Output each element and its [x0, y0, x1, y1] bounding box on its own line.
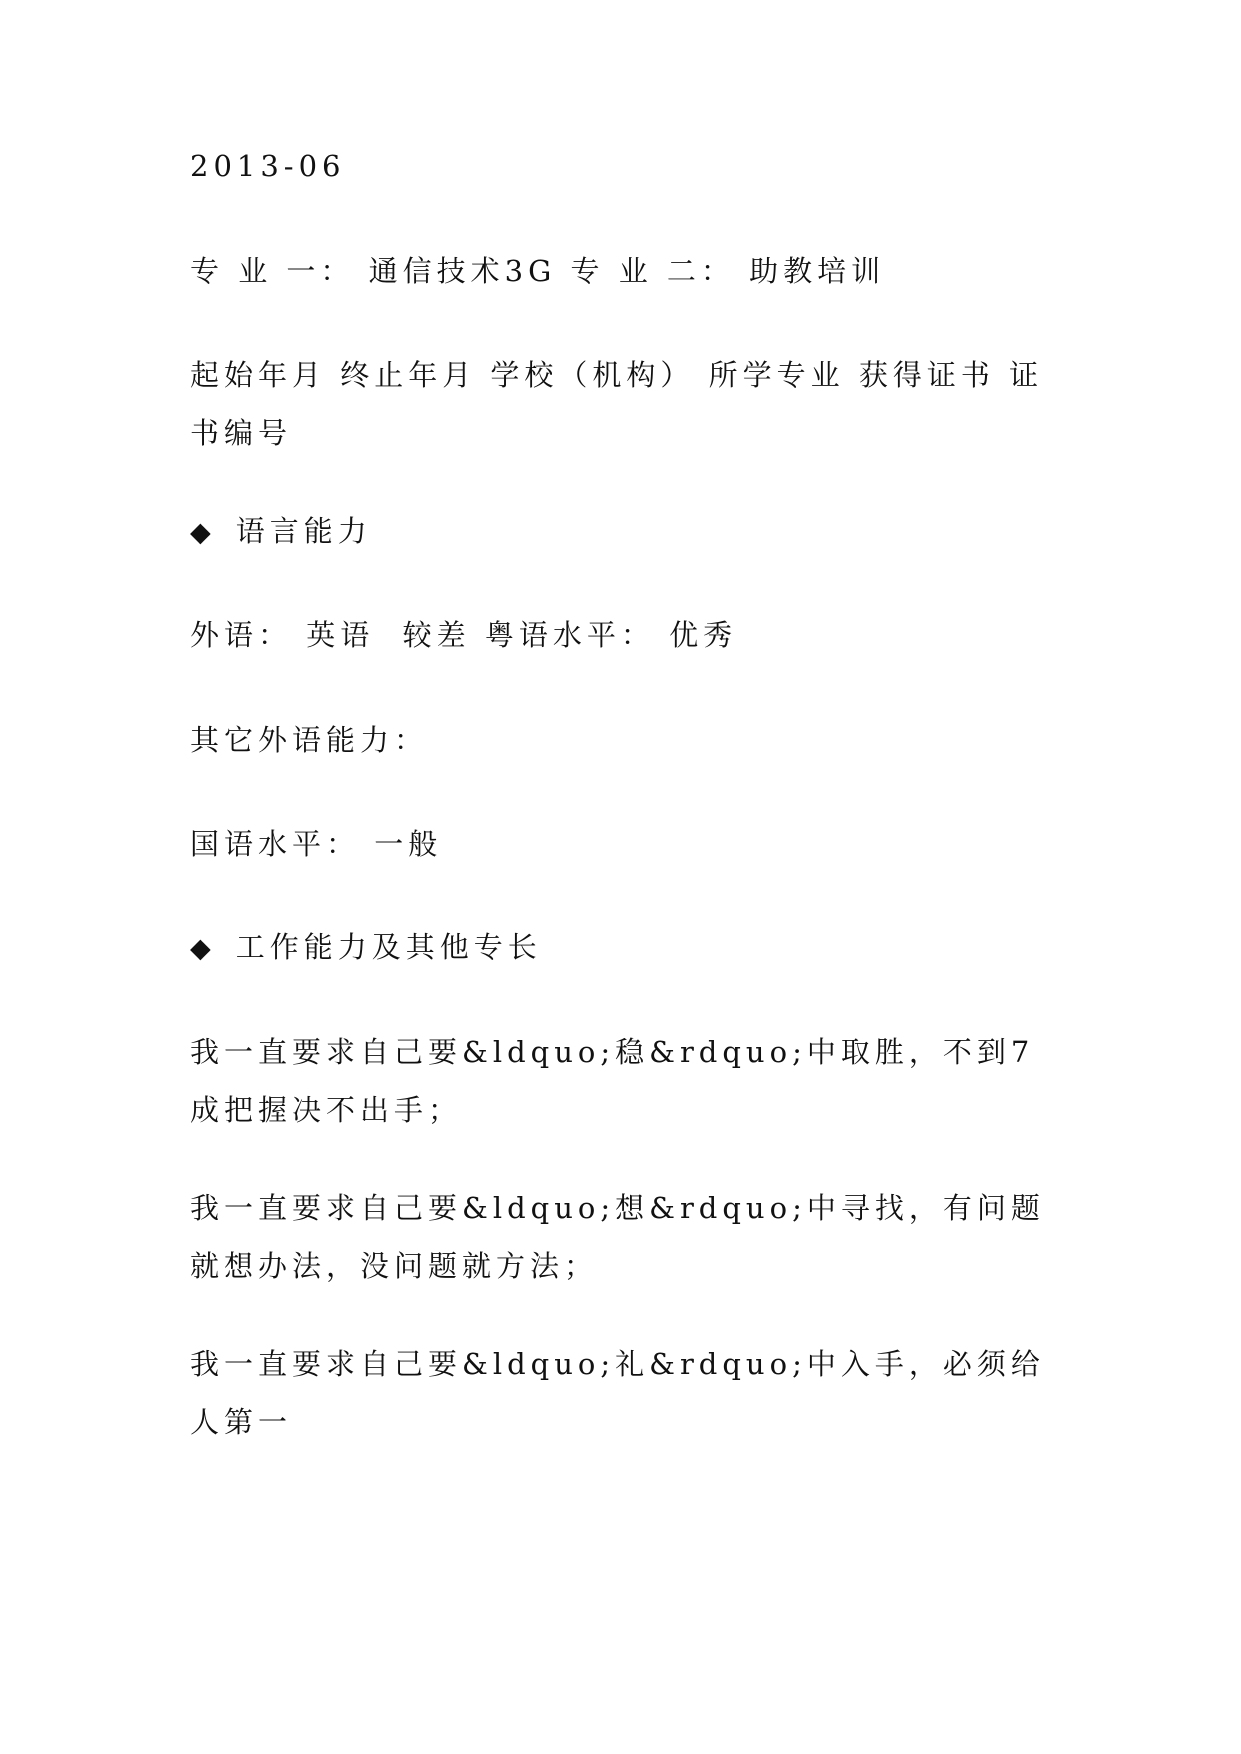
- mandarin-level-text: 国语水平： 一般: [190, 827, 443, 861]
- other-language-text: 其它外语能力：: [190, 723, 429, 757]
- education-table-header: 起始年月 终止年月 学校（机构） 所学专业 获得证书 证书编号: [190, 358, 1044, 450]
- paragraph-think: 我一直要求自己要&ldquo;想&rdquo;中寻找，有问题就想办法，没问题就方法；: [190, 1191, 1045, 1283]
- date-text: 2013-06: [190, 149, 346, 183]
- diamond-bullet-icon: ◆: [190, 517, 216, 548]
- foreign-language-text: 外语： 英语 较差 粤语水平： 优秀: [190, 618, 738, 652]
- paragraph-stable: 我一直要求自己要&ldquo;稳&rdquo;中取胜，不到7成把握决不出手；: [190, 1035, 1035, 1127]
- section-heading-language-label: 语言能力: [235, 514, 372, 548]
- section-heading-language: [190, 502, 1060, 562]
- majors-text: 专 业 一： 通信技术3G 专 业 二： 助教培训: [190, 254, 886, 288]
- diamond-bullet-icon: ◆: [190, 933, 216, 964]
- section-heading-work: [190, 918, 1060, 978]
- section-heading-work-label: 工作能力及其他专长: [235, 930, 542, 964]
- paragraph-courtesy: 我一直要求自己要&ldquo;礼&rdquo;中入手，必须给人第一: [190, 1347, 1045, 1439]
